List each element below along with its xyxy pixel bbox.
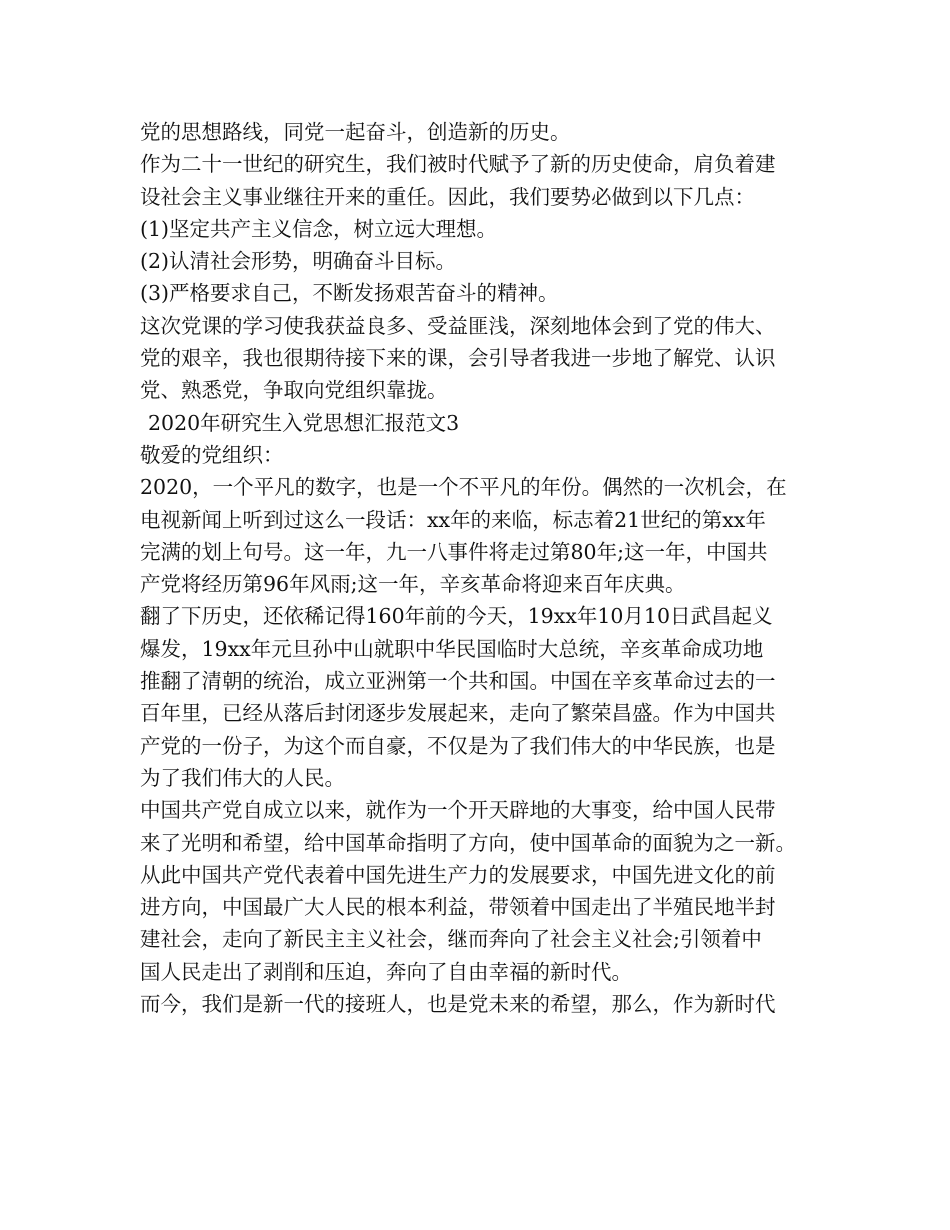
- text-line: 百年里，已经从落后封闭逐步发展起来，走向了繁荣昌盛。作为中国共: [140, 701, 776, 726]
- text-line: 党、熟悉党，争取向党组织靠拢。: [140, 378, 448, 403]
- text-line: 党的艰辛，我也很期待接下来的课，会引导者我进一步地了解党、认识: [140, 346, 776, 371]
- text-line: 产党的一份子，为这个而自豪，不仅是为了我们伟大的中华民族，也是: [140, 733, 776, 758]
- text-line: 进方向，中国最广大人民的根本利益，带领着中国走出了半殖民地半封: [140, 895, 776, 920]
- text-line: 从此中国共产党代表着中国先进生产力的发展要求，中国先进文化的前: [140, 862, 776, 887]
- text-line: 党的思想路线，同党一起奋斗，创造新的历史。: [140, 120, 571, 144]
- text-line: 这次党课的学习使我获益良多、受益匪浅，深刻地体会到了党的伟大、: [140, 313, 776, 338]
- text-line: 而今，我们是新一代的接班人，也是党未来的希望，那么，作为新时代: [140, 992, 776, 1017]
- text-line: 2020，一个平凡的数字，也是一个不平凡的年份。偶然的一次机会，在: [140, 475, 787, 500]
- text-line: 产党将经历第96年风雨;这一年，辛亥革命将迎来百年庆典。: [140, 572, 686, 597]
- text-line: 国人民走出了剥削和压迫，奔向了自由幸福的新时代。: [140, 959, 632, 984]
- text-line: 完满的划上句号。这一年，九一八事件将走过第80年;这一年，中国共: [140, 539, 768, 564]
- section-heading: 2020年研究生入党思想汇报范文3: [148, 410, 460, 435]
- text-line: 翻了下历史，还依稀记得160年前的今天，19xx年10月10日武昌起义: [140, 604, 773, 629]
- text-line: 为了我们伟大的人民。: [140, 765, 345, 790]
- salutation: 敬爱的党组织：: [140, 442, 284, 467]
- text-line: 来了光明和希望，给中国革命指明了方向，使中国革命的面貌为之一新。: [140, 830, 796, 855]
- text-line: 爆发，19xx年元旦孙中山就职中华民国临时大总统，辛亥革命成功地: [140, 636, 764, 661]
- text-line: 中国共产党自成立以来，就作为一个开天辟地的大事变，给中国人民带: [140, 798, 776, 823]
- text-line: 作为二十一世纪的研究生，我们被时代赋予了新的历史使命，肩负着建: [140, 152, 776, 177]
- text-line: 设社会主义事业继往开来的重任。因此，我们要势必做到以下几点：: [140, 184, 755, 209]
- text-line: 推翻了清朝的统治，成立亚洲第一个共和国。中国在辛亥革命过去的一: [140, 669, 776, 694]
- text-line: 电视新闻上听到过这么一段话：xx年的来临，标志着21世纪的第xx年: [140, 507, 766, 532]
- list-item: (2)认清社会形势，明确奋斗目标。: [140, 249, 457, 274]
- list-item: (3)严格要求自己，不断发扬艰苦奋斗的精神。: [140, 281, 559, 306]
- document-body: [140, 116, 820, 1020]
- text-line: 建社会，走向了新民主主义社会，继而奔向了社会主义社会;引领着中: [140, 927, 762, 952]
- list-item: (1)坚定共产主义信念，树立远大理想。: [140, 216, 498, 241]
